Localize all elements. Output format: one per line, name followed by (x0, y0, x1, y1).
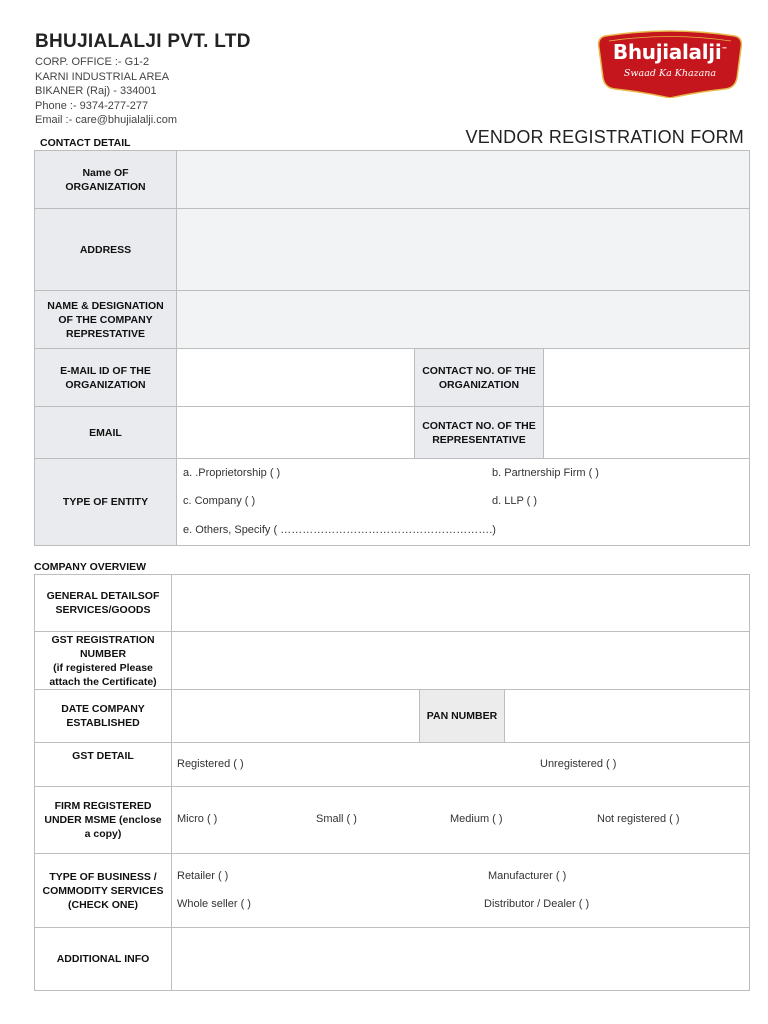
gst-unregistered-option[interactable]: Unregistered ( ) (540, 758, 617, 770)
label-name-org: Name OF ORGANIZATION (35, 151, 177, 209)
gst-registered-option[interactable]: Registered ( ) (177, 758, 244, 770)
msme-option-small[interactable]: Small ( ) (316, 813, 357, 825)
label-email: EMAIL (35, 407, 177, 459)
gst-reg-number-field[interactable] (172, 632, 750, 690)
email-field[interactable] (177, 407, 415, 459)
business-option-distributor[interactable]: Distributor / Dealer ( ) (484, 898, 590, 910)
gst-reg-number-title: GST REGISTRATION NUMBER (51, 633, 155, 660)
entity-option-partnership[interactable]: b. Partnership Firm ( ) (492, 467, 599, 479)
label-pan-number: PAN NUMBER (420, 690, 505, 743)
label-msme: FIRM REGISTERED UNDER MSME (enclose a copy) (35, 787, 172, 854)
table-row (35, 151, 750, 209)
label-general-details: GENERAL DETAILSOF SERVICES/GOODS (35, 575, 172, 632)
table-row (35, 407, 750, 459)
msme-options (172, 787, 750, 854)
label-gst-reg-number (35, 632, 172, 690)
label-type-entity: TYPE OF ENTITY (35, 459, 177, 546)
label-type-business: TYPE OF BUSINESS / COMMODITY SERVICES (CHECK ONE) (35, 854, 172, 928)
business-option-manufacturer[interactable]: Manufacturer ( ) (488, 870, 567, 882)
msme-option-medium[interactable]: Medium ( ) (450, 813, 503, 825)
entity-option-others[interactable]: e. Others, Specify ( ………………………………………………….) (183, 524, 496, 536)
form-title: VENDOR REGISTRATION FORM (465, 127, 744, 147)
address-line: Phone :- 9374-277-277 (35, 99, 149, 112)
name-designation-field[interactable] (177, 291, 750, 349)
table-row (35, 928, 750, 991)
label-email-id-org: E-MAIL ID OF THE ORGANIZATION (35, 349, 177, 407)
company-overview-table (34, 574, 750, 991)
label-gst-detail: GST DETAIL (35, 743, 172, 787)
email-id-org-field[interactable] (177, 349, 415, 407)
name-org-field[interactable] (177, 151, 750, 209)
pan-number-field[interactable] (505, 690, 750, 743)
business-options (172, 854, 750, 928)
gst-reg-number-note: (if registered Please attach the Certificate) (49, 661, 157, 688)
logo-brand: Bhujialalji™ (612, 40, 728, 64)
address-line: CORP. OFFICE :- G1-2 (35, 56, 150, 68)
address-field[interactable] (177, 209, 750, 291)
company-name: BHUJIALALJI PVT. LTD (35, 31, 251, 52)
contact-no-org-field[interactable] (544, 349, 750, 407)
date-established-field[interactable] (172, 690, 420, 743)
contact-detail-table (34, 150, 750, 546)
label-contact-no-org: CONTACT NO. OF THE ORGANIZATION (415, 349, 544, 407)
table-row (35, 854, 750, 928)
label-name-designation: NAME & DESIGNATION OF THE COMPANY REPRESTATIVE (35, 291, 177, 349)
entity-option-llp[interactable]: d. LLP ( ) (492, 495, 538, 507)
table-row (35, 632, 750, 690)
label-contact-no-rep: CONTACT NO. OF THE REPRESENTATIVE (415, 407, 544, 459)
business-option-retailer[interactable]: Retailer ( ) (177, 870, 229, 882)
label-address: ADDRESS (35, 209, 177, 291)
address-line: BIKANER (Raj) - 334001 (35, 85, 157, 97)
msme-option-micro[interactable]: Micro ( ) (177, 813, 218, 825)
logo-tagline: Swaad Ka Khazana (623, 68, 717, 79)
table-row (35, 349, 750, 407)
contact-no-rep-field[interactable] (544, 407, 750, 459)
company-address (35, 55, 177, 128)
table-row (35, 209, 750, 291)
brand-logo (597, 28, 743, 98)
table-row (35, 291, 750, 349)
msme-option-not-registered[interactable]: Not registered ( ) (597, 813, 680, 825)
table-row (35, 743, 750, 787)
entity-options (177, 459, 750, 546)
label-additional-info: ADDITIONAL INFO (35, 928, 172, 991)
table-row (35, 459, 750, 546)
label-date-established: DATE COMPANY ESTABLISHED (35, 690, 172, 743)
entity-option-company[interactable]: c. Company ( ) (183, 495, 256, 507)
table-row (35, 575, 750, 632)
address-line: Email :- care@bhujialalji.com (35, 114, 177, 126)
section-label-contact: CONTACT DETAIL (40, 137, 131, 149)
table-row (35, 787, 750, 854)
address-line: KARNI INDUSTRIAL AREA (35, 70, 170, 83)
gst-detail-options (172, 743, 750, 787)
general-details-field[interactable] (172, 575, 750, 632)
table-row (35, 690, 750, 743)
business-option-wholeseller[interactable]: Whole seller ( ) (177, 898, 251, 910)
additional-info-field[interactable] (172, 928, 750, 991)
entity-option-proprietorship[interactable]: a. .Proprietorship ( ) (183, 467, 281, 479)
section-label-overview: COMPANY OVERVIEW (34, 561, 147, 573)
